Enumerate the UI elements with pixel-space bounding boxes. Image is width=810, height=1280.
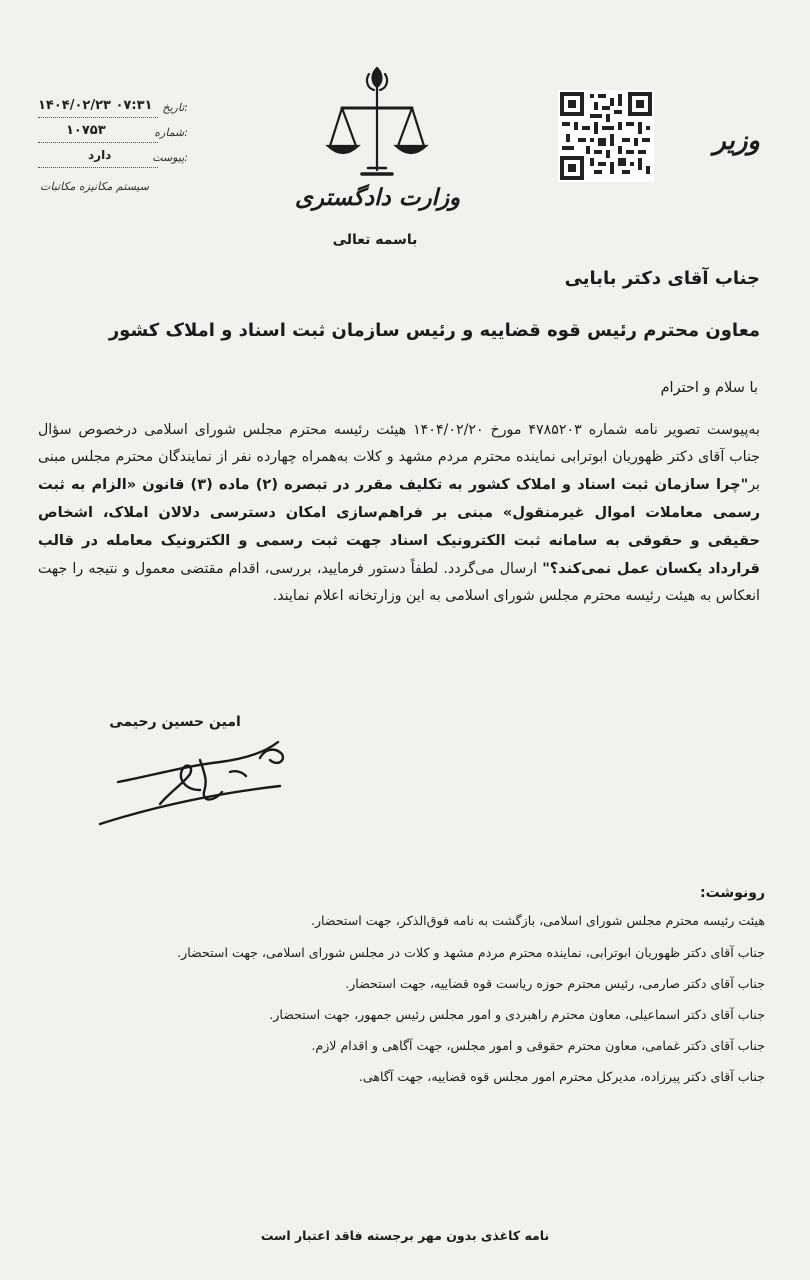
letter-body (38, 417, 760, 610)
scales-of-justice-icon (322, 62, 432, 182)
cc-item: جناب آقای دکتر غمامی، معاون محترم حقوقی و امور مجلس، جهت آگاهی و اقدام لازم. (311, 1038, 765, 1053)
system-note: سیستم مکانیزه مکاتبات (40, 180, 149, 193)
question-text: "چرا سازمان ثبت اسناد و املاک کشور به تکلیف مقرر در تبصره (۲) ماده (۳) قانون «الزام به ثبت رسمی معاملات اموال غیرمنقول» مبنی بر فراهم‌سازی امکان دسترسی دلالان املاک، اشخاص حقیقی و حقوقی به سامانه ثبت الکترونیک اسناد جهت ثبت رسمی و الکترونیک معامله در قالب قرارداد یکسان عمل نمی‌کند؟" (38, 476, 760, 577)
invocation: باسمه تعالی (332, 232, 418, 248)
recipient-title: معاون محترم رئیس قوه قضاییه و رئیس سازمان ثبت اسناد و املاک کشور (108, 320, 760, 341)
recipient-name: جناب آقای دکتر بابایی (564, 268, 760, 289)
attachment-value: دارد (88, 148, 112, 162)
attachment-label: پیوست: (152, 151, 188, 164)
ministry-name: وزارت دادگستری (294, 184, 461, 211)
date-value: ۱۴۰۴/۰۲/۲۳ ۰۷:۳۱ (38, 98, 153, 113)
greeting: با سلام و احترام (660, 380, 758, 396)
cc-item: جناب آقای دکتر پیرزاده، مدیرکل محترم امور مجلس قوه قضاییه، جهت آگاهی. (358, 1069, 765, 1084)
cc-title: رونوشت: (700, 885, 765, 901)
date-row (38, 98, 188, 120)
signatory-name: امین حسین رحیمی (109, 714, 241, 730)
number-value: ۱۰۷۵۳ (66, 123, 106, 138)
number-label: شماره: (154, 126, 188, 139)
footer-note: نامه کاغذی بدون مهر برجسته فاقد اعتبار است (260, 1228, 550, 1243)
cc-item: جناب آقای دکتر ظهوریان ابوترابی، نماینده محترم مردم مشهد و کلات در مجلس شورای اسلامی، جهت استحضار. (177, 945, 765, 960)
cc-item: جناب آقای دکتر اسماعیلی، معاون محترم راهبردی و امور مجلس رئیس جمهور، جهت استحضار. (269, 1007, 765, 1022)
cc-item: جناب آقای دکتر صارمی، رئیس محترم حوزه ریاست قوه قضاییه، جهت استحضار. (345, 976, 765, 991)
handwritten-signature (90, 736, 295, 831)
cc-item: هیئت رئیسه محترم مجلس شورای اسلامی، بازگشت به نامه فوق‌الذکر، جهت استحضار. (310, 913, 765, 928)
number-row (38, 123, 188, 145)
qr-code-icon (558, 90, 654, 182)
body-text-2: ارسال می‌گردد. لطفاً دستور فرمایید، بررسی، اقدام مقتضی معمول و نتیجه را جهت انعکاس به هیئت رئیسه محترم مجلس شورای اسلامی به این وزارتخانه اعلام نمایند. (38, 561, 760, 604)
body-text-1: به‌پیوست تصویر نامه شماره ۴۷۸۵۲۰۳ مورخ ۱۴۰۴/۰۲/۲۰ هیئت رئیسه محترم مجلس شورای اسلامی درخصوص سؤال جناب آقای دکتر ظهوریان ابوترابی نماینده محترم مردم مشهد و کلات به‌همراه چهارده نفر از نمایندگان محترم مجلس مبنی بر (38, 422, 760, 493)
minister-label: وزیر (713, 126, 760, 156)
date-label: تاریخ: (162, 101, 188, 114)
attachment-row (38, 148, 188, 170)
